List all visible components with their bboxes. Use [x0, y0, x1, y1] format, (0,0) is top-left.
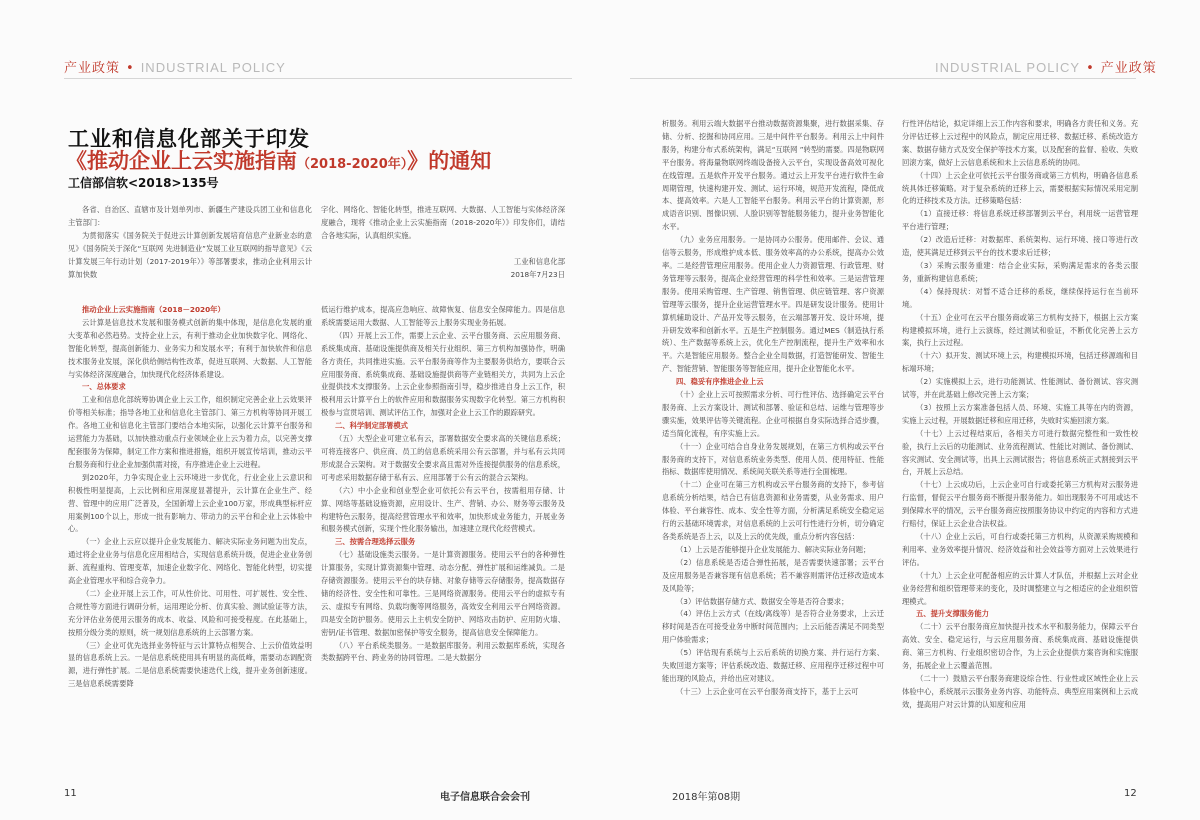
- document-number: 工信部信软<2018>135号: [68, 176, 219, 190]
- paragraph: （3）评估数据存储方式、数据安全等是否符合要求；: [676, 596, 849, 606]
- left-running-header: [64, 57, 286, 76]
- right-header-rule: [630, 78, 1136, 79]
- title-end: 》的通知: [407, 149, 492, 173]
- left-column-2: [321, 304, 565, 665]
- paragraph: （十一）企业可结合自身业务发展规划，在第三方机构或云平台服务商的支持下，对信息系统业务类型、使用人员、使用特征、性能指标、数据库使用情况、系统间关联关系等进行全面梳理。: [662, 441, 884, 477]
- title-main: 《推动企业上云实施指南: [66, 149, 297, 173]
- paragraph: （十）企业上云可按照需求分析、可行性评估、选择确定云平台服务商、上云方案设计、测试和部署、验证和总结、运维与管理等步骤实施，效果评估等关键流程。企业可根据自身实际选择合适步骤，适当简化流程，有序实施上云。: [662, 390, 884, 438]
- article-title-line1: 工业和信息化部关于印发: [68, 127, 310, 151]
- right-page-number: 12: [1124, 788, 1137, 799]
- left-page-number: 11: [64, 788, 77, 799]
- right-header-dot: •: [1086, 61, 1095, 76]
- article-title-line2: [66, 145, 491, 175]
- right-column-2: [902, 118, 1138, 712]
- right-header-cn: 产业政策: [1100, 61, 1157, 76]
- left-header-rule: [64, 78, 572, 79]
- paragraph: （六）中小企业和创业型企业可依托公有云平台，按需租用存储、计算、网络等基础设施资源，应用设计、生产、营销、办公、财务等云服务及构建特色云服务，提高经营管理水平和效率，加快形成业务能力，开展业务和服务模式创新，实现个性化服务输出，加速建立现代化经营模式。: [321, 485, 565, 534]
- paragraph: （五）大型企业可建立私有云，部署数据安全要求高的关键信息系统；可将连接客户、供应商、员工的信息系统采用公有云部署，并与私有云共同形成混合云架构。对于数据安全要求高且需对外连接提供服务的信息系统，可考虑采用数据存储于私有云、应用部署于公有云的混合云架构。: [321, 434, 565, 482]
- paragraph: （三）企业可优先选择业务特征与云计算特点相契合、上云价值效益明显的信息系统上云。一是信息系统使用具有明显的高低峰，需要动态调配资源，进行弹性扩展。二是信息系统需要快速迭代上线，提升业务创新速度。三是信息系统需要降: [68, 640, 312, 689]
- left-column-1: [68, 304, 312, 691]
- section-heading: 二、科学制定部署模式: [335, 421, 408, 431]
- paragraph: 各省、自治区、直辖市及计划单列市、新疆生产建设兵团工业和信息化主管部门：: [68, 205, 312, 227]
- paragraph: （十六）拟开发、测试环境上云，构建模拟环境，包括迁移源端和目标端环境；: [902, 351, 1138, 374]
- left-header-en: INDUSTRIAL POLICY: [140, 60, 286, 75]
- title-years: （2018-2020年）: [297, 157, 408, 172]
- section-heading: 五、提升支撑服务能力: [916, 609, 989, 619]
- right-page: [600, 0, 1200, 820]
- paragraph: （十八）企业上云后，可自行或委托第三方机构，从资源采购规模和利用率、业务效率提升情况、经济效益和社会效益等方面对上云效果进行评估。: [902, 532, 1138, 567]
- guide-heading: 推动企业上云实施指南（2018－2020年）: [82, 305, 225, 314]
- paragraph: （十五）企业可在云平台服务商或第三方机构支持下，根据上云方案构建模拟环境，进行上云演练，经过测试和验证，不断优化完善上云方案，执行上云过程。: [902, 312, 1138, 348]
- issue-date: 2018年7月23日: [510, 269, 565, 279]
- right-running-header: [935, 57, 1157, 76]
- paragraph: （4）保持现状：对暂不适合迁移的系统，继续保持运行在当前环境。: [902, 286, 1138, 309]
- paragraph: 行性评估结论，拟定详细上云工作内容和要求，明确各方责任和义务。充分评估迁移上云过程中的风险点，制定应用迁移、数据迁移、系统改造方案、数据存储方式及安全保护等技术方案，以及配套的监督、验收、失败回滚方案，做好上云信息系统和未上云信息系统的协同。: [902, 119, 1138, 167]
- section-heading: 三、按需合理选择云服务: [335, 537, 416, 547]
- paragraph: （3）按照上云方案准备包括人员、环境、实施工具等在内的资源，实施上云过程，开展数据迁移和应用迁移，失败时实施回滚方案。: [902, 402, 1138, 425]
- paragraph: （二十）云平台服务商应加快提升技术水平和服务能力，保障云平台高效、安全、稳定运行，与云应用服务商、系统集成商、基础设施提供商、第三方机构、行业组织密切合作，为上云企业提供方案咨询和实施服务，拓展企业上云覆盖范围。: [902, 622, 1138, 671]
- paragraph: （5）评估现有系统与上云后系统的切换方案、并行运行方案、失败回退方案等；评估系统改造、数据迁移、应用程序迁移过程中可能出现的风险点，并给出应对建议。: [662, 648, 884, 683]
- paragraph: 工业和信息化部统筹协调企业上云工作，组织制定完善企业上云效果评价等相关标准；指导各地工业和信息化主管部门、第三方机构等协同开展工作。各地工业和信息化主管部门要结合本地实际，以强化云计算平台服务和运营能力为基础，以加快推动重点行业领域企业上云为着力点，以完善支撑配套服务为保障，制定工作方案和推进措施，组织开展宣传培训，推动云平台服务商和行业企业加强供需对接，有序推进企业上云进程。: [68, 395, 312, 469]
- paragraph: （2）信息系统是否适合弹性拓展，是否需要快速部署；云平台及应用服务是否兼容现有信息系统；若不兼容则需评估迁移改造成本及风险等；: [662, 557, 884, 593]
- paragraph: （十二）企业可在第三方机构或云平台服务商的支持下，参考信息系统分析结果，结合已有信息资源和业务需要，从业务需求、用户体验、平台兼容性、成本、安全性等方面，分析满足系统安全稳定运行的云基础环境需求，对信息系统的上云可行性进行分析，切分确定各类系统是否上云，以及上云的优先级，重点分析内容包括：: [662, 480, 884, 541]
- publication-name: 电子信息联合会会刊: [440, 792, 530, 803]
- paragraph: （一）企业上云应以提升企业发展能力、解决实际业务问题为出发点，通过将企业业务与信息化应用相结合，实现信息系统升级，促进企业业务创新、流程重构、管理变革，加速企业数字化、网络化、智能化转型，切实提高企业管理水平和综合竞争力。: [68, 537, 312, 586]
- paragraph: （4）评估上云方式（在线/离线等）是否符合业务要求，上云迁移时间是否在可接受业务中断时间范围内；上云后能否满足不同类型用户体验需求；: [662, 609, 884, 645]
- left-header-dot: •: [126, 61, 135, 76]
- paragraph: （九）业务应用服务。一是协同办公服务。使用邮件、会议、通信等云服务，形成维护成本低、服务效率高的办公系统，提高办公效率。二是经营管理应用服务。使用企业人力资源管理、行政管理、财务管理等云服务，提高企业经营管理的科学性和效率。三是运营管理服务。使用采购管理、生产管理、销售管理、供应链管理、客户资源管理等云服务，提升企业运营管理水平。四是研发设计服务。使用计算机辅助设计、产品开发等云服务，在云端部署开发、设计环境，提升研发效率和创新水平。五是生产控制服务。通过MES（制造执行系统）、生产数据等系统上云，优化生产控制流程，提升生产效率和水平。六是智能应用服务。整合企业全局数据，打造智能研发、智能生产、智能营销、智能服务等智能应用，提升企业智能化水平。: [662, 235, 884, 374]
- paragraph: （八）平台系统类服务。一是数据库服务。利用云数据库系统，实现各类数据跨平台、跨业务的协同管理。二是大数据分: [321, 640, 565, 663]
- paragraph: 为贯彻落实《国务院关于促进云计算创新发展培育信息产业新业态的意见》《国务院关于深化“互联网 先进制造业”发展工业互联网的指导意见》《云计算发展三年行动计划（2017-2019年）》等部署要求，推动企业利用云计算加快数: [68, 230, 312, 279]
- paragraph: （十三）上云企业可在云平台服务商支持下，基于上云可: [676, 686, 859, 696]
- issue-label: 2018年第08期: [672, 792, 741, 803]
- paragraph: 到2020年，力争实现企业上云环境进一步优化，行业企业上云意识和积极性明显提高，上云比例和应用深度显著提升，云计算在企业生产、经营、管理中的应用广泛普及，全国新增上云企业100万家，形成典型标杆应用案例100个以上，形成一批有影响力、带动力的云平台和企业上云体验中心。: [68, 472, 312, 534]
- paragraph: （二十一）鼓励云平台服务商建设综合性、行业性或区域性企业上云体验中心，系统展示云服务业务内容、功能特点、典型应用案例和上云成效，提高用户对云计算的认知度和应用: [902, 673, 1138, 709]
- left-header-cn: 产业政策: [64, 61, 121, 76]
- issuer: 工业和信息化部: [513, 256, 565, 266]
- paragraph: 低运行维护成本，提高应急响应、故障恢复、信息安全保障能力。四是信息系统需要运用大数据、人工智能等云上服务实现业务拓展。: [321, 305, 565, 327]
- section-heading: 一、总体要求: [82, 382, 126, 392]
- section-heading: 四、稳妥有序推进企业上云: [676, 377, 764, 387]
- paragraph: 字化、网络化、智能化转型，推进互联网、大数据、人工智能与实体经济深度融合，现将《推动企业上云实施指南（2018-2020年）》印发你们，请结合各地实际，认真组织实施。: [321, 205, 565, 240]
- right-column-1: [662, 118, 884, 699]
- paragraph: （2）实施模拟上云，进行功能测试、性能测试、备份测试、容灾测试等，并在此基础上修改完善上云方案；: [902, 377, 1138, 400]
- paragraph: 云计算是信息技术发展和服务模式创新的集中体现，是信息化发展的重大变革和必然趋势。支持企业上云，有利于推动企业加快数字化、网络化、智能化转型，提高创新能力、业务实力和发展水平；有利于加快软件和信息技术服务业发展，深化供给侧结构性改革，促进互联网、大数据、人工智能与实体经济深度融合，加快现代化经济体系建设。: [68, 317, 312, 379]
- paragraph: （七）基础设施类云服务。一是计算资源服务。使用云平台的各种弹性计算服务，实现计算资源集中管理、动态分配、弹性扩展和运维减负。二是存储资源服务。使用云平台的块存储、对象存储等云存储服务，提高数据存储的经济性、安全性和可靠性。三是网络资源服务。使用云平台的虚拟专有云、虚拟专有网络、负载均衡等网络服务，高效安全利用云平台网络资源。四是安全防护服务。使用云上主机安全防护、网络攻击防护、应用防火墙、密钥/证书管理、数据加密保护等安全服务，提高信息安全保障能力。: [321, 550, 565, 637]
- paragraph: （十七）上云成功后，上云企业可自行或委托第三方机构对云服务进行监督，督促云平台服务商不断提升服务能力。如出现服务不可用或达不到保障水平的情况，云平台服务商应按照服务协议中约定的内容和方式进行赔付，保证上云企业合法权益。: [902, 480, 1138, 529]
- paragraph: （十九）上云企业可配备相应的云计算人才队伍，并根据上云对企业业务经营和组织管理带来的变化，及时调整建立与之相适应的企业组织管理模式。: [902, 570, 1138, 606]
- right-header-en: INDUSTRIAL POLICY: [935, 60, 1081, 75]
- paragraph: （十七）上云过程结束后，各相关方可进行数据完整性和一致性校验，执行上云后的功能测试、业务流程测试、性能比对测试、备份测试、容灾测试、安全测试等，出具上云测试报告；将信息系统正式割接到云平台，开展上云总结。: [902, 428, 1138, 477]
- paragraph: （3）采购云服务重建：结合企业实际，采购满足需求的各类云服务，重新构建信息系统；: [902, 260, 1138, 283]
- paragraph: （十四）上云企业可依托云平台服务商或第三方机构，明确各信息系统具体迁移策略。对于复杂系统的迁移上云，需要根据实际情况采用定制化的迁移技术及方法。迁移策略包括：: [902, 170, 1138, 206]
- paragraph: （二）企业开展上云工作，可从性价比、可用性、可扩展性、安全性、合规性等方面进行调研分析，运用理论分析、仿真实验、测试验证等方法，充分评估业务使用云服务的成本、收益、风险和可接受程度。在此基础上，按照分级分类的原则，统一规划信息系统的上云部署方案。: [68, 588, 312, 637]
- left-top-column-2: [321, 204, 565, 282]
- paragraph: （1）上云是否能够提升企业发展能力、解决实际业务问题；: [676, 544, 871, 554]
- paragraph: （1）直接迁移：将信息系统迁移部署到云平台，利用统一运营管理平台进行管理；: [902, 209, 1138, 232]
- paragraph: （四）开展上云工作，需要上云企业、云平台服务商、云应用服务商、系统集成商、基础设施提供商及相关行业组织、第三方机构加强协作，明确各方责任，共同推进实施。云平台服务商等作为主要服务供给方，要联合云应用服务商、系统集成商、基础设施提供商等产业链相关方，共同为上云企业提供技术支撑服务。上云企业参照指南引导，稳步推进自身上云工作，积极利用云计算平台上的软件应用和数据服务实现数字化转型。第三方机构积极参与宣贯培训、测试评估工作，加强对企业上云工作的跟踪研究。: [321, 330, 565, 418]
- left-top-column-1: [68, 204, 312, 281]
- paragraph: 析服务。利用云端大数据平台推动数据资源集聚，进行数据采集、存储、分析、挖掘和协同应用。三是中间件平台服务。利用云上中间件服务，构建分布式系统架构，满足“互联网 ”转型的需要。四是物联网平台服务。将海量物联网终端设备接入云平台，实现设备高效可视化在线管理。五是软件开发平台服务。通过云上开发平台进行软件生命周期管理，快速构建开发、测试、运行环境，规范开发流程，降低成本、提高效率。六是人工智能平台服务。利用云平台的计算资源，形成语音识别、图像识别、人脸识别等智能服务能力，提升业务智能化水平。: [662, 119, 884, 232]
- paragraph: （2）改造后迁移：对数据库、系统架构、运行环境、接口等进行改造，使其满足迁移到云平台的技术要求后迁移；: [902, 235, 1138, 258]
